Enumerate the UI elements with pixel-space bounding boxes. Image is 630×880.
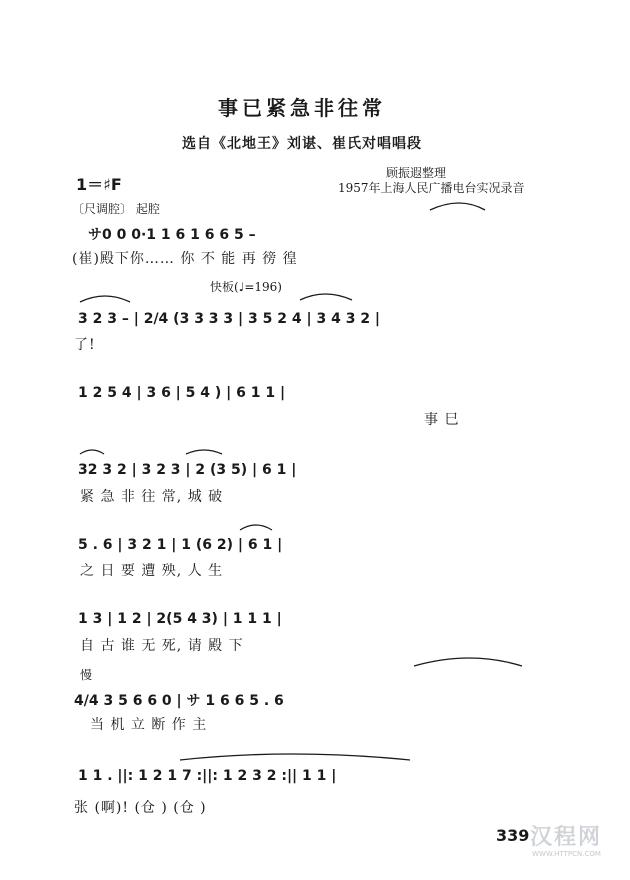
lyrics-row-8: 张 (啊)! (仓 ) (仓 ) <box>74 800 207 816</box>
notation-row-2: 3 2 3 – | 2/4 (3 3 3 3 | 3 5 2 4 | 3 4 3 2 | <box>78 311 381 327</box>
notation-row-6: 1 3 | 1 2 | 2(5 4 3) | 1 1 1 | <box>78 611 282 627</box>
lyrics-row-2: 了! <box>74 337 96 353</box>
key-signature: 1＝♯F <box>76 175 122 194</box>
notation-row-1: サ0 0 0·1 1 6 1 6 6 5 – <box>88 227 256 243</box>
arranger-credit: 顾振遐整理 <box>386 166 447 180</box>
lyrics-row-7: 当 机 立 断 作 主 <box>90 717 208 733</box>
notation-row-5: 5 . 6 | 3 2 1 | 1 (6 2) | 6 1 | <box>78 537 283 553</box>
tempo-marking: 快板(♩=196) <box>210 280 282 294</box>
notation-row-7: 4/4 3 5 6 6 0 | サ 1 6 6 5 . 6 <box>74 693 284 709</box>
recording-credit: 1957年上海人民广播电台实况录音 <box>338 181 525 195</box>
subtitle: 选自《北地王》刘谌、崔氏对唱唱段 <box>182 136 422 152</box>
lyrics-row-4: 紧 急 非 往 常, 城 破 <box>80 489 224 505</box>
style-label: 〔尺调腔〕 起腔 <box>72 202 160 216</box>
notation-row-3: 1 2 5 4 | 3 6 | 5 4 ) | 6 1 1 | <box>78 385 286 401</box>
notation-row-4: 32 3 2 | 3 2 3 | 2 (3 5) | 6 1 | <box>78 462 297 478</box>
page-number: 339 <box>496 826 530 845</box>
watermark-logo: 汉程网 <box>530 824 603 850</box>
lyrics-row-3: 事 巳 <box>424 412 460 428</box>
notation-row-8: 1 1 . ||: 1 2 1 7 :||: 1 2 3 2 :|| 1 1 | <box>78 768 337 784</box>
lyrics-row-6: 自 古 谁 无 死, 请 殿 下 <box>80 638 244 654</box>
page-title: 事已紧急非往常 <box>218 96 386 120</box>
lyrics-row-1: (崔)殿下你…… 你 不 能 再 徬 徨 <box>72 251 298 267</box>
watermark-url: WWW.HTTPCN.COM <box>532 850 601 858</box>
slow-marking: 慢 <box>80 668 93 682</box>
lyrics-row-5: 之 日 要 遭 殃, 人 生 <box>80 563 224 579</box>
